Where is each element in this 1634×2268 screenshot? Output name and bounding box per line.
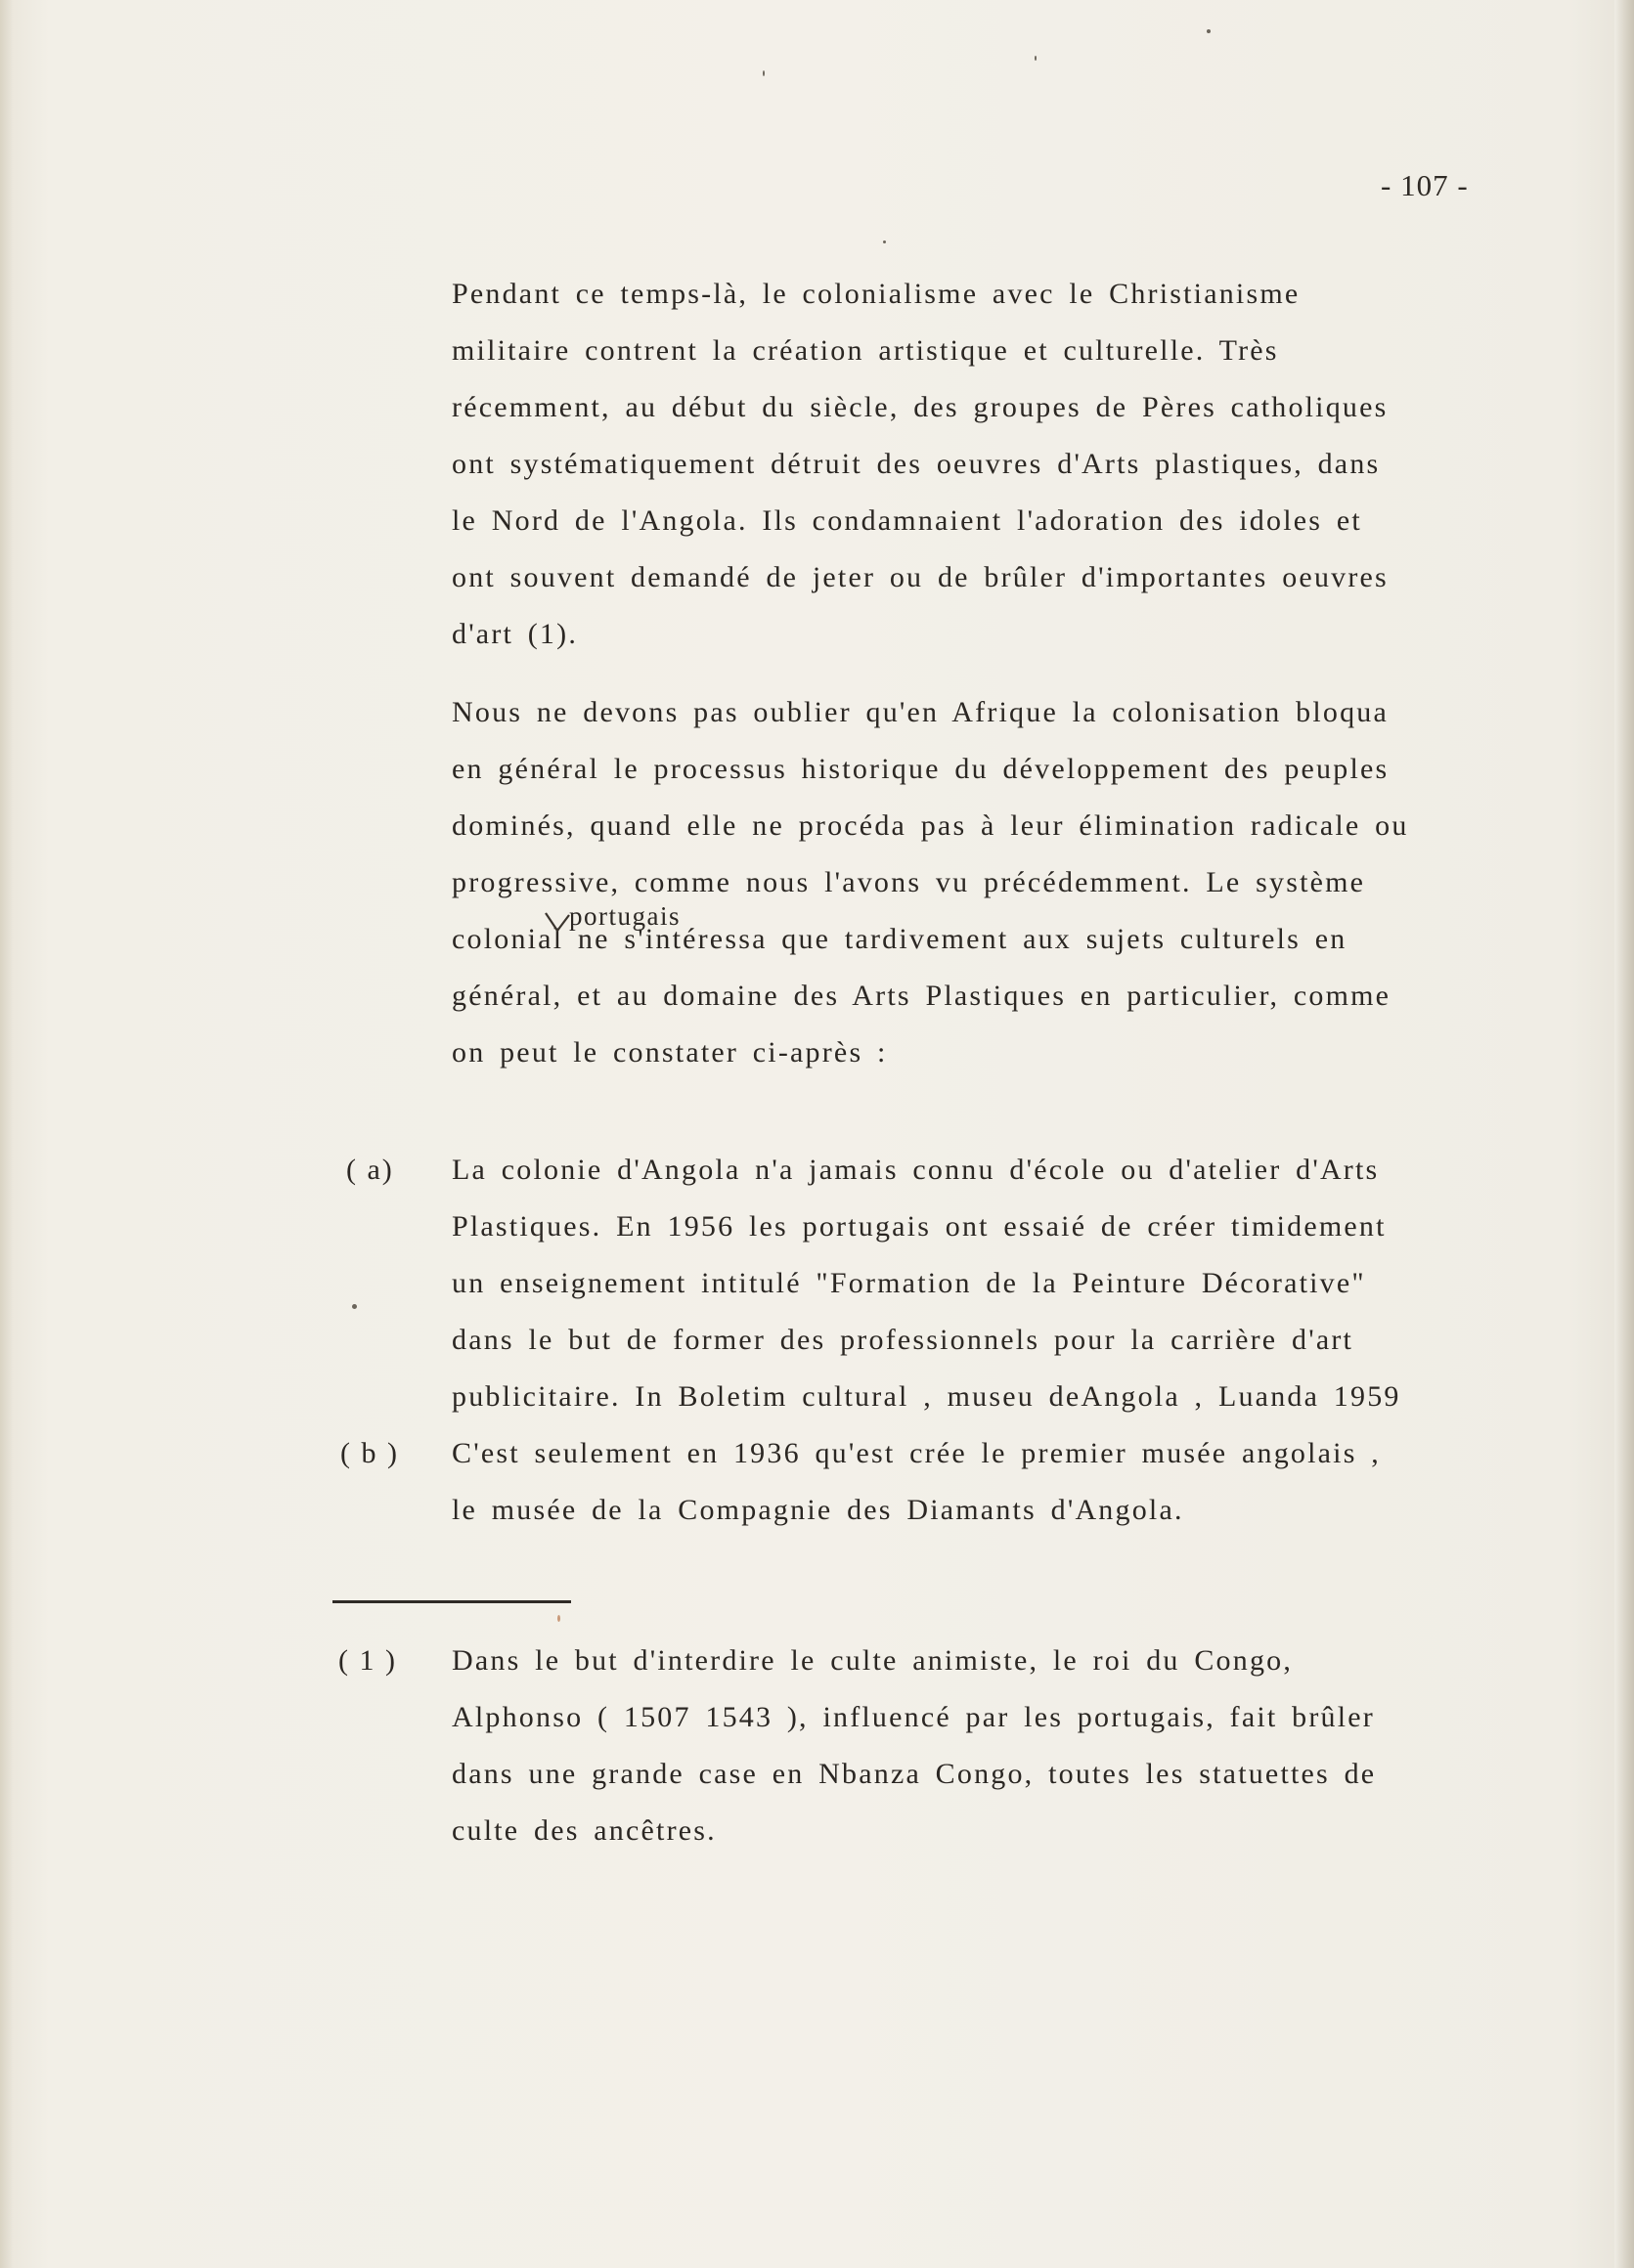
note-a-line: La colonie d'Angola n'a jamais connu d'école ou d'atelier d'Arts [452, 1154, 1380, 1186]
footnote-line: Alphonso ( 1507 1543 ), influencé par les portugais, fait brûler [452, 1701, 1375, 1733]
note-a-line: publicitaire. In Boletim cultural , museu deAngola , Luanda 1959 [452, 1380, 1401, 1413]
paragraph-line: Nous ne devons pas oublier qu'en Afrique la colonisation bloqua [452, 696, 1390, 728]
footnote-1-marker: ( 1 ) [338, 1644, 397, 1677]
speck [557, 1615, 560, 1622]
paragraph-line: récemment, au début du siècle, des groupes de Pères catholiques [452, 391, 1389, 423]
footnote-line: Dans le but d'interdire le culte animiste, le roi du Congo, [452, 1644, 1294, 1677]
paragraph-line: progressive, comme nous l'avons vu précédemment. Le système [452, 866, 1366, 898]
note-a-line: Plastiques. En 1956 les portugais ont essaié de créer timidement [452, 1210, 1387, 1243]
paragraph-line: dominés, quand elle ne procéda pas à leur élimination radicale ou [452, 809, 1409, 842]
speck [352, 1304, 357, 1309]
page-left-edge [0, 0, 14, 2268]
paragraph-line: Pendant ce temps-là, le colonialisme avec le Christianisme [452, 278, 1301, 310]
note-a-marker: ( a) [346, 1154, 394, 1186]
paragraph-line: ont systématiquement détruit des oeuvres d'Arts plastiques, dans [452, 448, 1381, 480]
paragraph-line: militaire contrent la création artistique et culturelle. Très [452, 334, 1279, 367]
footnote-divider [332, 1600, 571, 1603]
note-b-line: C'est seulement en 1936 qu'est crée le premier musée angolais , [452, 1437, 1381, 1469]
paragraph-line: d'art (1). [452, 618, 579, 650]
footnote-line: culte des ancêtres. [452, 1814, 717, 1847]
speck [883, 240, 886, 243]
note-a-line: un enseignement intitulé "Formation de la Peinture Décorative" [452, 1267, 1366, 1299]
paragraph-line: colonial ne s'intéressa que tardivement aux sujets culturels en [452, 923, 1347, 955]
handwritten-insertion: portugais [569, 901, 681, 931]
note-a-line: dans le but de former des professionnels pour la carrière d'art [452, 1324, 1354, 1356]
note-b-line: le musée de la Compagnie des Diamants d'Angola. [452, 1494, 1184, 1526]
page-right-edge [1614, 0, 1634, 2268]
footnote-line: dans une grande case en Nbanza Congo, toutes les statuettes de [452, 1758, 1377, 1790]
speck [763, 70, 765, 76]
speck [1207, 29, 1211, 33]
speck [1035, 56, 1037, 61]
paragraph-line: en général le processus historique du développement des peuples [452, 753, 1390, 785]
paragraph-line: on peut le constater ci-après : [452, 1036, 888, 1069]
paragraph-line: général, et au domaine des Arts Plastiques en particulier, comme [452, 980, 1391, 1012]
paragraph-line: ont souvent demandé de jeter ou de brûler d'importantes oeuvres [452, 561, 1389, 593]
paragraph-line: le Nord de l'Angola. Ils condamnaient l'adoration des idoles et [452, 504, 1362, 537]
note-b-marker: ( b ) [340, 1437, 399, 1469]
insertion-caret-icon [544, 909, 571, 938]
page-number: - 107 - [1381, 168, 1469, 202]
